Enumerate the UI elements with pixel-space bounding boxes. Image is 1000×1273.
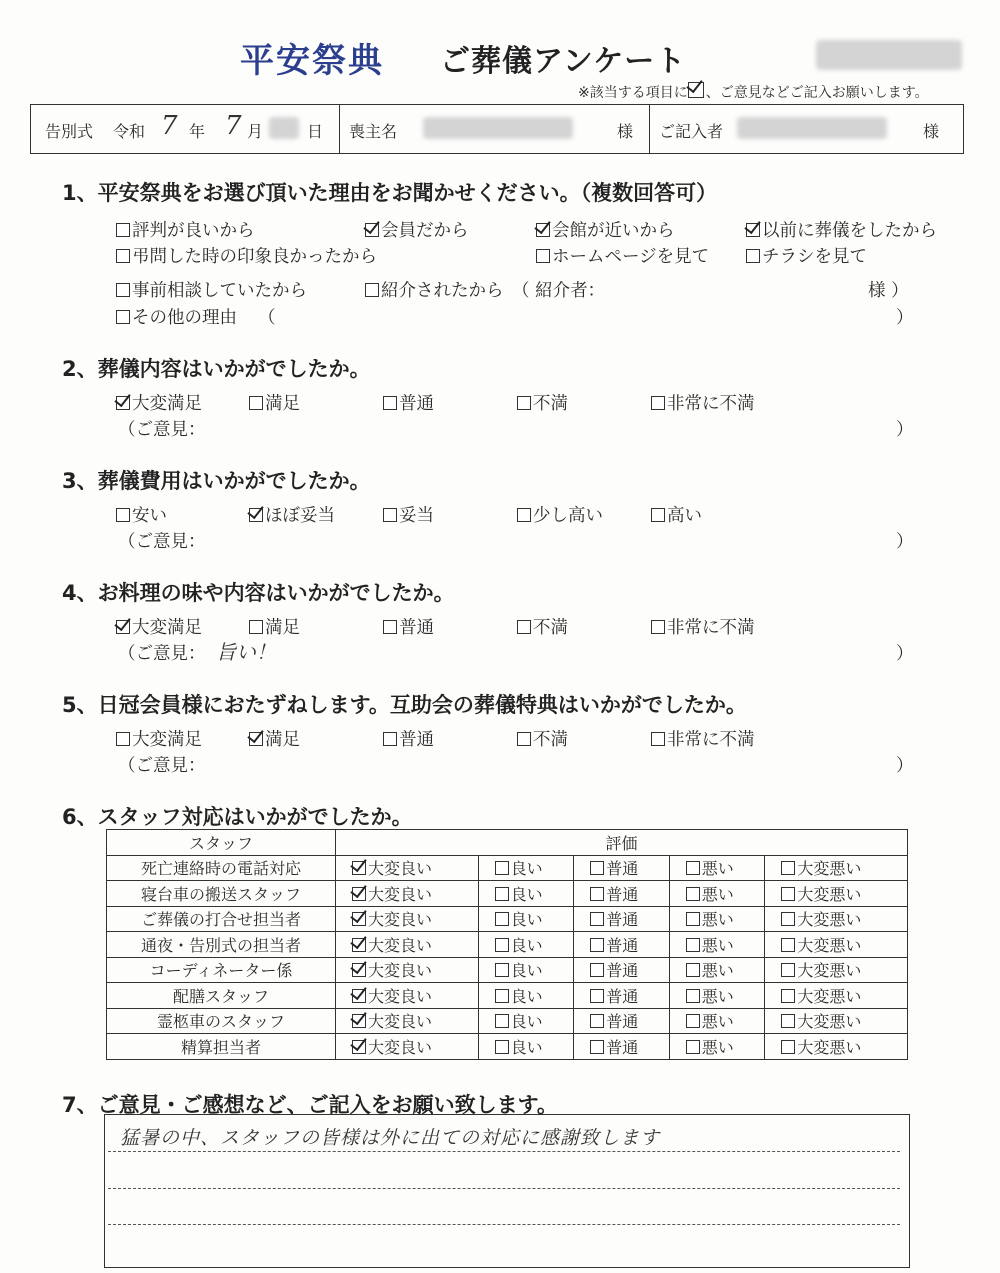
checkbox-icon[interactable] — [116, 249, 130, 263]
checkbox-icon[interactable] — [249, 396, 263, 410]
checkbox-icon[interactable] — [365, 283, 379, 297]
redacted-day — [269, 117, 299, 139]
day-unit: 日 — [307, 122, 324, 141]
q1-option[interactable]: 会員だから — [365, 217, 469, 242]
rating-option[interactable] — [336, 906, 479, 932]
q1-option[interactable]: 弔問した時の印象良かったから — [116, 243, 377, 268]
q3-option[interactable]: 高い — [651, 502, 702, 527]
rating-option[interactable] — [336, 1008, 479, 1034]
rating-option[interactable] — [478, 881, 574, 907]
q5-option[interactable]: 大変満足 — [116, 726, 202, 751]
checkbox-icon[interactable] — [686, 887, 700, 901]
rating-label: 良い — [510, 1037, 543, 1057]
col-staff-header: スタッフ — [107, 830, 336, 856]
writer-label: ご記入者 — [659, 122, 724, 141]
month-unit: 月 — [247, 122, 264, 141]
checkbox-icon[interactable] — [352, 861, 366, 875]
checkbox-icon[interactable] — [352, 938, 366, 952]
introducer-open: （ 紹介者： — [512, 281, 606, 301]
checkbox-icon[interactable] — [116, 620, 130, 634]
checkbox-icon[interactable] — [651, 508, 665, 522]
rating-option[interactable] — [574, 855, 670, 881]
checkbox-icon[interactable] — [383, 732, 397, 746]
q5-comment-close: ） — [896, 756, 914, 776]
rating-label: 普通 — [606, 884, 639, 904]
checkbox-icon[interactable] — [651, 732, 665, 746]
rating-label: 悪い — [701, 961, 734, 981]
checkbox-icon[interactable] — [686, 861, 700, 875]
rating-option[interactable] — [669, 855, 765, 881]
rating-option[interactable] — [478, 1008, 574, 1034]
rating-label: 悪い — [701, 1037, 734, 1057]
checkbox-icon[interactable] — [651, 620, 665, 634]
chief-mourner-sama: 様 — [617, 122, 634, 141]
rating-label: 良い — [510, 961, 543, 981]
rating-option[interactable] — [336, 957, 479, 983]
q1-option[interactable]: 紹介されたから — [365, 277, 504, 302]
checkbox-icon[interactable] — [590, 1040, 604, 1054]
rating-label: 普通 — [606, 859, 639, 879]
rating-label: 普通 — [606, 986, 639, 1006]
rating-label: 良い — [510, 859, 543, 879]
checkbox-icon[interactable] — [383, 620, 397, 634]
rating-label: 大変悪い — [797, 910, 862, 930]
checkbox-icon[interactable] — [590, 861, 604, 875]
redacted-id — [816, 40, 962, 70]
staff-name: 通夜・告別式の担当者 — [107, 932, 336, 958]
rating-label: 悪い — [701, 910, 734, 930]
brand-title: 平安祭典 — [240, 41, 384, 81]
check-sample-icon — [688, 82, 704, 98]
checkbox-icon[interactable] — [383, 396, 397, 410]
writer-sama: 様 — [923, 122, 940, 141]
q5-text: 5、日冠会員様におたずねします。互助会の葬儀特典はいかがでしたか。 — [62, 693, 747, 717]
rating-label: 大変悪い — [797, 1012, 862, 1032]
q4-option[interactable]: 非常に不満 — [651, 614, 755, 639]
checkbox-icon[interactable] — [352, 912, 366, 926]
rating-label: 大変良い — [368, 910, 433, 930]
table-row — [107, 932, 908, 958]
q1-option[interactable]: ホームページを見て — [536, 243, 709, 268]
checkbox-icon[interactable] — [116, 310, 130, 324]
note-suffix: 、ご意見などご記入お願いします。 — [705, 85, 929, 101]
rating-option[interactable] — [336, 1034, 479, 1060]
q4-comment-close: ） — [896, 644, 914, 664]
checkbox-icon[interactable] — [352, 1040, 366, 1054]
rating-option[interactable] — [336, 932, 479, 958]
checkbox-icon[interactable] — [383, 508, 397, 522]
checkbox-icon[interactable] — [517, 732, 531, 746]
checkbox-icon[interactable] — [781, 1040, 795, 1054]
table-row — [107, 983, 908, 1009]
checkbox-icon[interactable] — [590, 989, 604, 1003]
rating-label: 大変良い — [368, 935, 433, 955]
chief-mourner-label: 喪主名 — [349, 122, 398, 141]
checkbox-icon[interactable] — [651, 396, 665, 410]
checkbox-icon[interactable] — [495, 989, 509, 1003]
q5-comment-label: （ご意見： — [118, 756, 206, 776]
rating-option[interactable] — [478, 932, 574, 958]
checkbox-icon[interactable] — [495, 912, 509, 926]
checkbox-icon[interactable] — [781, 887, 795, 901]
rating-label: 大変良い — [368, 1012, 433, 1032]
staff-name: ご葬儀の打合せ担当者 — [107, 906, 336, 932]
staff-name: 精算担当者 — [107, 1034, 336, 1060]
q1-option[interactable]: 会館が近いから — [536, 217, 675, 242]
ceremony-label: 告別式 — [45, 122, 94, 141]
q7-text: 7、ご意見・ご感想など、ご記入をお願い致します。 — [62, 1093, 558, 1117]
checkbox-icon[interactable] — [590, 1014, 604, 1028]
rating-option[interactable] — [574, 1008, 670, 1034]
rating-option[interactable] — [669, 881, 765, 907]
checkbox-icon[interactable] — [781, 1014, 795, 1028]
q7-comment[interactable]: 猛暑の中、スタッフの皆様は外に出ての対応に感謝致します — [120, 1127, 661, 1149]
checkbox-icon[interactable] — [116, 223, 130, 237]
checkbox-icon[interactable] — [249, 508, 263, 522]
checkbox-icon[interactable] — [352, 887, 366, 901]
q3-option[interactable]: 安い — [116, 502, 167, 527]
other-open: （ — [258, 308, 276, 328]
rating-option[interactable] — [478, 855, 574, 881]
rating-option[interactable] — [669, 1008, 765, 1034]
q1-option[interactable]: 事前相談していたから — [116, 277, 307, 302]
rating-label: 大変良い — [368, 1037, 433, 1057]
rating-label: 良い — [510, 884, 543, 904]
checkbox-icon[interactable] — [686, 963, 700, 977]
rating-option[interactable] — [765, 932, 908, 958]
checkbox-icon[interactable] — [517, 508, 531, 522]
rating-label: 悪い — [701, 859, 734, 879]
rating-label: 大変良い — [368, 859, 433, 879]
checkbox-icon[interactable] — [365, 223, 379, 237]
table-row — [107, 881, 908, 907]
checkbox-icon[interactable] — [249, 620, 263, 634]
rating-label: 大変悪い — [797, 961, 862, 981]
checkbox-icon[interactable] — [781, 912, 795, 926]
redacted-writer — [737, 117, 887, 139]
rating-option[interactable] — [765, 957, 908, 983]
rating-label: 良い — [510, 935, 543, 955]
rating-label: 普通 — [606, 961, 639, 981]
rating-label: 普通 — [606, 1037, 639, 1057]
rating-label: 普通 — [606, 910, 639, 930]
checkbox-icon[interactable] — [590, 887, 604, 901]
rating-label: 良い — [510, 910, 543, 930]
checkbox-icon[interactable] — [495, 938, 509, 952]
rating-option[interactable] — [478, 983, 574, 1009]
table-row — [107, 855, 908, 881]
staff-name: 寝台車の搬送スタッフ — [107, 881, 336, 907]
rating-label: 大変悪い — [797, 935, 862, 955]
q1-option[interactable]: 以前に葬儀をしたから — [746, 217, 937, 242]
note-prefix: ※該当する項目に — [578, 85, 688, 101]
redacted-chief-mourner — [423, 117, 573, 139]
staff-name: 霊柩車のスタッフ — [107, 1008, 336, 1034]
q4-option[interactable]: 不満 — [517, 614, 568, 639]
table-row — [107, 957, 908, 983]
rating-option[interactable] — [336, 855, 479, 881]
q4-comment-label: （ご意見： — [118, 644, 206, 664]
rating-label: 悪い — [701, 1012, 734, 1032]
checkbox-icon[interactable] — [352, 989, 366, 1003]
rating-option[interactable] — [574, 983, 670, 1009]
q3-comment-close: ） — [896, 532, 914, 552]
q4-text: 4、お料理の味や内容はいかがでしたか。 — [62, 581, 455, 605]
checkbox-icon[interactable] — [686, 912, 700, 926]
rating-label: 大変良い — [368, 961, 433, 981]
rating-option[interactable] — [336, 983, 479, 1009]
q2-option[interactable]: 不満 — [517, 390, 568, 415]
rating-option[interactable] — [669, 932, 765, 958]
checkbox-icon[interactable] — [517, 620, 531, 634]
rating-label: 大変良い — [368, 986, 433, 1006]
rating-label: 普通 — [606, 935, 639, 955]
q5-option[interactable]: 普通 — [383, 726, 434, 751]
checkbox-icon[interactable] — [781, 989, 795, 1003]
checkbox-icon[interactable] — [686, 1040, 700, 1054]
rating-option[interactable] — [574, 881, 670, 907]
instruction-note — [578, 82, 929, 102]
checkbox-icon[interactable] — [495, 1014, 509, 1028]
year-unit: 年 — [189, 122, 206, 141]
checkbox-icon[interactable] — [686, 938, 700, 952]
checkbox-icon[interactable] — [517, 396, 531, 410]
rating-option[interactable] — [765, 881, 908, 907]
checkbox-icon[interactable] — [352, 963, 366, 977]
rating-label: 悪い — [701, 935, 734, 955]
checkbox-icon[interactable] — [495, 887, 509, 901]
introducer-close: 様 ） — [868, 281, 909, 301]
rating-label: 悪い — [701, 986, 734, 1006]
table-header-row — [107, 830, 908, 856]
checkbox-icon[interactable] — [116, 508, 130, 522]
year-value[interactable]: 7 — [161, 111, 178, 141]
q4-option[interactable]: 満足 — [249, 614, 300, 639]
survey-title: ご葬儀アンケート — [440, 44, 687, 79]
staff-name: 死亡連絡時の電話対応 — [107, 855, 336, 881]
q2-option[interactable]: 普通 — [383, 390, 434, 415]
table-row — [107, 1034, 908, 1060]
rating-option[interactable] — [478, 906, 574, 932]
q2-option[interactable]: 非常に不満 — [651, 390, 755, 415]
q3-option[interactable]: 妥当 — [383, 502, 434, 527]
rating-option[interactable] — [478, 957, 574, 983]
rating-option[interactable] — [765, 1034, 908, 1060]
checkbox-icon[interactable] — [590, 938, 604, 952]
checkbox-icon[interactable] — [746, 249, 760, 263]
staff-name: 配膳スタッフ — [107, 983, 336, 1009]
q2-comment-close: ） — [896, 420, 914, 440]
q2-comment-label: （ご意見： — [118, 420, 206, 440]
checkbox-icon[interactable] — [536, 223, 550, 237]
staff-rating-table — [106, 829, 908, 1060]
checkbox-icon[interactable] — [686, 1014, 700, 1028]
rating-option[interactable] — [574, 932, 670, 958]
checkbox-icon[interactable] — [746, 223, 760, 237]
rating-label: 大変良い — [368, 884, 433, 904]
staff-name: コーディネーター係 — [107, 957, 336, 983]
rating-option[interactable] — [765, 906, 908, 932]
checkbox-icon[interactable] — [116, 732, 130, 746]
rating-option[interactable] — [574, 1034, 670, 1060]
q1-option[interactable]: その他の理由 — [116, 304, 237, 329]
rating-option[interactable] — [669, 957, 765, 983]
checkbox-icon[interactable] — [590, 912, 604, 926]
q5-option[interactable]: 不満 — [517, 726, 568, 751]
q2-text: 2、葬儀内容はいかがでしたか。 — [62, 357, 371, 381]
checkbox-icon[interactable] — [249, 732, 263, 746]
rating-label: 良い — [510, 1012, 543, 1032]
checkbox-icon[interactable] — [495, 861, 509, 875]
q1-option[interactable]: チラシを見て — [746, 243, 867, 268]
rating-option[interactable] — [574, 906, 670, 932]
checkbox-icon[interactable] — [686, 989, 700, 1003]
checkbox-icon[interactable] — [352, 1014, 366, 1028]
q3-text: 3、葬儀費用はいかがでしたか。 — [62, 469, 371, 493]
checkbox-icon[interactable] — [495, 1040, 509, 1054]
other-close: ） — [896, 308, 914, 328]
q3-comment-label: （ご意見： — [118, 532, 206, 552]
rating-option[interactable] — [336, 881, 479, 907]
checkbox-icon[interactable] — [116, 396, 130, 410]
q6-text: 6、スタッフ対応はいかがでしたか。 — [62, 805, 413, 829]
q5-option[interactable]: 非常に不満 — [651, 726, 755, 751]
checkbox-icon[interactable] — [781, 938, 795, 952]
rating-label: 大変悪い — [797, 884, 862, 904]
rating-option[interactable] — [574, 957, 670, 983]
rating-label: 大変悪い — [797, 986, 862, 1006]
rating-option[interactable] — [765, 855, 908, 881]
checkbox-icon[interactable] — [495, 963, 509, 977]
rating-option[interactable] — [765, 983, 908, 1009]
rating-label: 普通 — [606, 1012, 639, 1032]
q1-text: 1、平安祭典をお選び頂いた理由をお聞かせください。（複数回答可） — [62, 181, 718, 205]
info-box — [30, 104, 964, 154]
q4-option[interactable]: 大変満足 — [116, 614, 202, 639]
rating-label: 大変悪い — [797, 1037, 862, 1057]
rating-option[interactable] — [669, 906, 765, 932]
table-row — [107, 1008, 908, 1034]
rating-label: 良い — [510, 986, 543, 1006]
q3-option[interactable]: 少し高い — [517, 502, 603, 527]
q4-comment[interactable]: 旨い！ — [216, 640, 276, 664]
rating-label: 悪い — [701, 884, 734, 904]
rating-option[interactable] — [478, 1034, 574, 1060]
checkbox-icon[interactable] — [590, 963, 604, 977]
rating-option[interactable] — [765, 1008, 908, 1034]
q2-option[interactable]: 大変満足 — [116, 390, 202, 415]
era-label: 令和 — [113, 122, 146, 141]
q1-option[interactable]: 評判が良いから — [116, 217, 255, 242]
rating-option[interactable] — [669, 1034, 765, 1060]
col-eval-header: 評価 — [336, 830, 908, 856]
q3-option[interactable]: ほぼ妥当 — [249, 502, 335, 527]
month-value[interactable]: 7 — [225, 111, 242, 141]
checkbox-icon[interactable] — [781, 861, 795, 875]
checkbox-icon[interactable] — [781, 963, 795, 977]
q4-option[interactable]: 普通 — [383, 614, 434, 639]
table-row — [107, 906, 908, 932]
q5-option[interactable]: 満足 — [249, 726, 300, 751]
checkbox-icon[interactable] — [536, 249, 550, 263]
checkbox-icon[interactable] — [116, 283, 130, 297]
rating-label: 大変悪い — [797, 859, 862, 879]
q2-option[interactable]: 満足 — [249, 390, 300, 415]
rating-option[interactable] — [669, 983, 765, 1009]
